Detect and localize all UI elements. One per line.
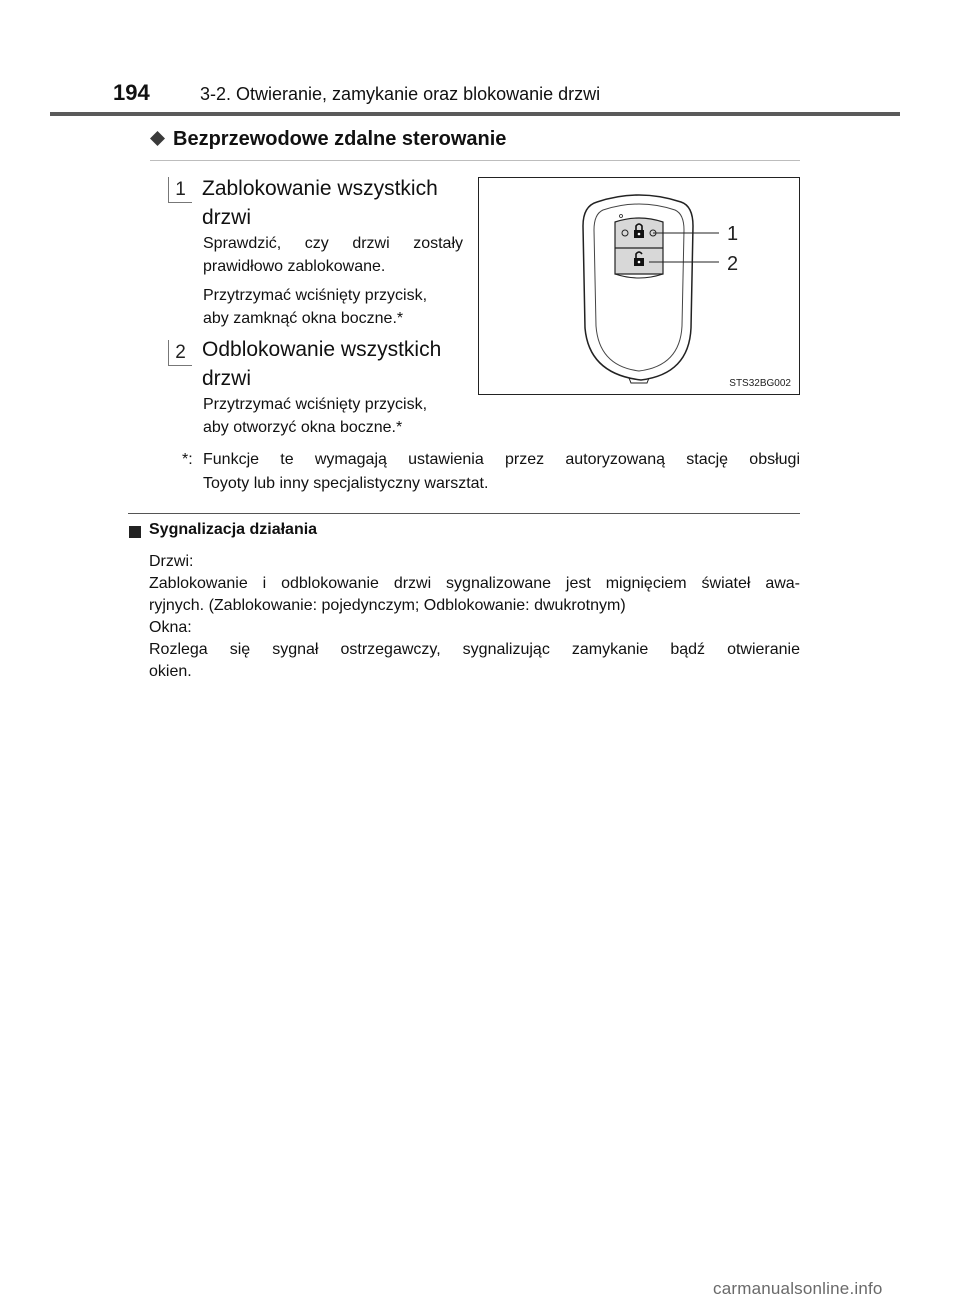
item-2-title-line2: drzwi [202,367,252,390]
item-1-title-line1: Zablokowanie wszystkich [202,177,438,200]
item-2-paragraph-1-line2: aby otworzyć okna boczne.* [203,419,403,436]
led-icon [620,215,623,218]
item-1-paragraph-1-line2: prawidłowo zablokowane. [203,258,386,275]
item-1-paragraph-1 [203,232,463,278]
body-line-4: Okna: [149,619,192,636]
item-1-title-line2: drzwi [202,206,252,229]
subsection-body [149,551,800,683]
body-line-6: okien. [149,663,192,680]
footnote-line1: Funkcje te wymagają ustawienia przez autoryzowaną stację obsługi [203,451,800,468]
item-2-title [202,335,472,393]
chapter-title: 3-2. Otwieranie, zamykanie oraz blokowanie drzwi [200,84,601,104]
item-1-paragraph-1-line1: Sprawdzić, czy drzwi zostały [203,235,463,252]
section-title: Bezprzewodowe zdalne sterowanie [173,128,507,150]
footnote-marker: *: [182,451,193,468]
item-2-paragraph-1 [203,393,463,439]
body-line-3: ryjnych. (Zablokowanie: pojedynczym; Odblokowanie: dwukrotnym) [149,597,626,614]
smart-key-illustration [479,178,799,394]
item-1-paragraph-2-line2: aby zamknąć okna boczne.* [203,310,404,327]
item-2-title-line1: Odblokowanie wszystkich [202,338,442,361]
smart-key-figure [478,177,800,395]
item-1-paragraph-2-line1: Przytrzymać wciśnięty przycisk, [203,287,428,304]
body-line-1: Drzwi: [149,553,194,570]
item-2-paragraph-1-line1: Przytrzymać wciśnięty przycisk, [203,396,428,413]
item-1-paragraph-2 [203,284,463,330]
item-1-title [202,174,472,232]
callout-number-2: 2 [727,253,739,275]
item-number-1: 1 [168,177,192,203]
body-line-2: Zablokowanie i odblokowanie drzwi sygnalizowane jest mignięciem świateł awa- [149,575,800,592]
subsection-title: Sygnalizacja działania [149,521,318,538]
subsection-divider [128,513,800,514]
diamond-bullet-icon [150,131,165,146]
square-bullet-icon [129,526,141,538]
button-panel-bottom [615,274,663,278]
callout-number-1: 1 [727,223,739,245]
watermark: carmanualsonline.info [713,1279,883,1298]
footnote-text [203,448,800,496]
footnote-line2: Toyoty lub inny specjalistyczny warsztat. [203,475,489,492]
figure-code: STS32BG002 [729,378,791,389]
page-number: 194 [113,80,150,105]
header-divider [50,112,900,116]
body-line-5: Rozlega się sygnał ostrzegawczy, sygnalizując zamykanie bądź otwieranie [149,641,800,658]
section-divider [150,160,800,161]
item-number-2: 2 [168,340,192,366]
